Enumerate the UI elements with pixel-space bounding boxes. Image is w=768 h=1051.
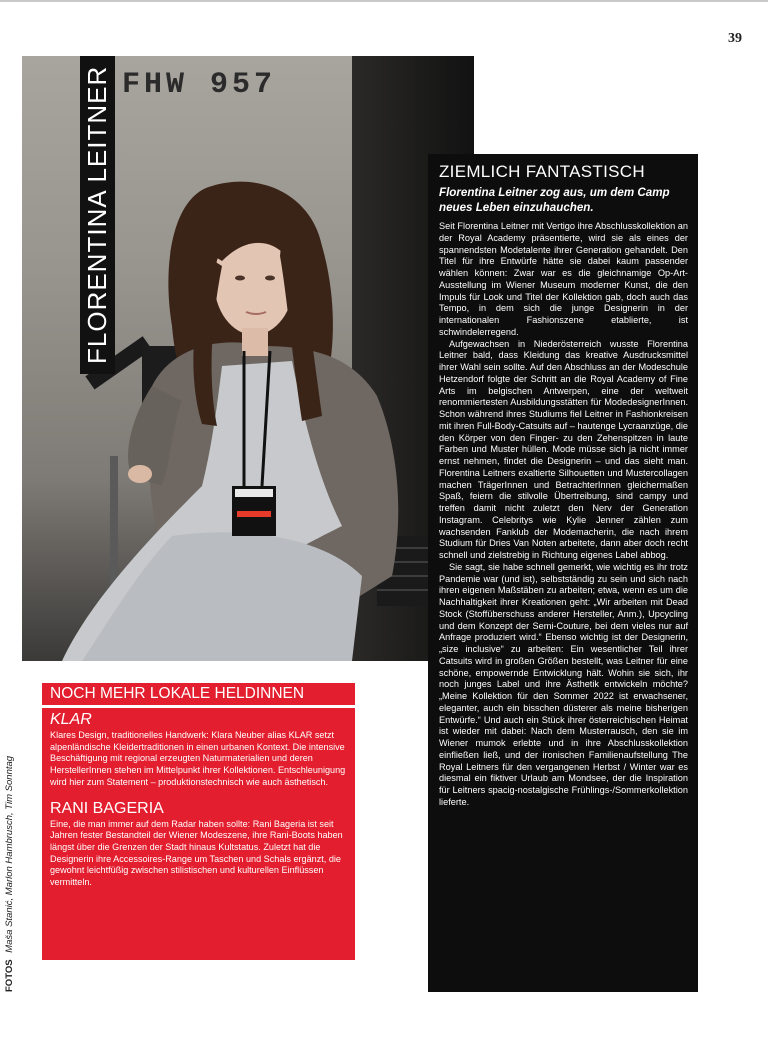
article-paragraph-2: Aufgewachsen in Niederösterreich wusste Florentina Leitner bald, dass Kleidung das kreative Ausdrucksmittel ihrer Wahl sein sollte. Auf den Abschluss an der Modeschule Hetzendorf folgte der Schritt an die Royal Academy of Fine Arts im belgischen Antwerpen, eine der weltweit renommiertesten Ausbildungsstätten für ModedesignerInnen. Schon während ihres Studiums fiel Leitner in Fashionkreisen mit ihren Full-Body-Catsuits auf – hautenge Lycraanzüge, die den Körper von den Finger- zu den Zehenspitzen in laute Farben und Muster hüllen. Mode müsse sich ja nicht immer ernst nehmen, findet die Designerin – und das sieht man. Florentina Leitners exaltierte Silhouetten und Mustercollagen machen TrägerInnen und BetrachterInnen gleichermaßen Spaß, feiern die stilvolle Übertreibung, sind campy und treffen damit nicht zuletzt den Nerv der Generation Instagram. Celebritys wie Kylie Jenner zählen zum wachsenden Fanklub der Modemacherin, die nach ihrem Studium für Dries Van Noten arbeitete, dann aber doch recht schnell und zielstrebig in Richtung eigenes Label abbog.	[439, 338, 688, 560]
top-rule	[0, 0, 768, 2]
article-paragraph-1: Seit Florentina Leitner mit Vertigo ihre Abschlusskollektion an der Royal Academy präsentierte, wird sie als eines der spannendsten Modetalente ihrer Generation gehandelt. Den Titel für ihre Entwürfe hätte sie dabei kaum passender wählen können: Zwar war es die gleichnamige Op-Art-Ausstellung im Wiener Museum moderner Kunst, die den Impuls für Look und Titel der Kollektion gab, doch auch das Tempo, in dem sich die junge Designerin in der internationalen Fashionszene etablierte, ist schwindelerregend.	[439, 221, 688, 337]
photo-credits	[4, 756, 15, 992]
portrait-photo	[22, 56, 474, 661]
sidebar-body	[42, 708, 355, 960]
sidebar-box	[42, 683, 355, 961]
name-label: FLORENTINA LEITNER	[80, 56, 115, 374]
credits-names: Maša Stanić, Marlon Hambrusch, Tim Sonntag	[4, 755, 15, 953]
credits-label: FOTOS	[4, 959, 15, 992]
sidebar-header: NOCH MEHR LOKALE HELDINNEN	[42, 683, 355, 705]
article-column	[428, 154, 698, 992]
page-number: 39	[728, 31, 742, 46]
sidebar-item-text-rani: Eine, die man immer auf dem Radar haben sollte: Rani Bageria ist seit Jahren fester Bestandteil der Wiener Modeszene, ihre Rani-Boots haben längst über die Grenzen der Stadt hinaus Kultstatus. Zuletzt hat die Designerin ihre Accessoires-Range um Taschen und Schals ergänzt, die gewohnt leichtfüßig zwischen stilistischen und kulturellen Einflüssen vermitteln.	[50, 818, 343, 888]
article-paragraph-3: Sie sagt, sie habe schnell gemerkt, wie wichtig es ihr trotz Pandemie war (und ist), selbstständig zu sein und sich nach ihren eigenen Maßstäben zu arbeiten; etwa, wenn es um die Nachhaltigkeit ihrer Kreationen geht: „Wir arbeiten mit Dead Stock (Stoffüberschuss anderer Hersteller, Anm.), Upcycling und dem Konzept der Semi-Couture, bei dem vieles nur auf Anfrage produziert wird.“ Ebenso wichtig ist der Designerin, „size inclusive“ zu arbeiten: Ein wesentlicher Teil ihrer Catsuits wird in großen Größen bestellt, was Leitner für eine schöne, empowernde Entwicklung hält. Wohin sie sich, ihr noch junges Label und ihre Ästhetik entwickeln möchte? „Meine Kollektion für den Sommer 2022 ist erwachsener, eleganter, auch ein bisschen düsterer als meine bisherigen Entwürfe.“ Und auch ein Stück ihrer österreichischen Heimat ist wieder mit dabei: Nach dem Musterrausch, den sie im Wiener mumok erlebte und in ihre Abschlusskollektion einfließen ließ, und der ironischen Familienaufstellung The Royal Leitners für den vergangenen Herbst / Winter war es diesmal ein fiktiver Urlaub am Mondsee, der die Inspiration für Leitners spacig-nostalgische Frühlings-/Sommerkollektion lieferte.	[439, 561, 688, 807]
sidebar-item-text-klar: Klares Design, traditionelles Handwerk: Klara Neuber alias KLAR setzt alpenländische Kleidertraditionen in einen urbanen Kontext. Die intensive Beschäftigung mit regional erzeugten Naturmaterialien und deren HerstellerInnen stehen im Mittelpunkt ihrer Kollektionen. Entschleunigung wird hier zum Statement – produktionstechnisch wie auch ästhetisch.	[50, 730, 346, 787]
sidebar-item-title-rani: RANI BAGERIA	[50, 799, 164, 817]
wall-sign: FHW 957	[122, 68, 277, 102]
article-title: ZIEMLICH FANTASTISCH	[439, 162, 645, 181]
sidebar-item-title-klar: KLAR	[50, 711, 92, 728]
article-lead: Florentina Leitner zog aus, um dem Camp neues Leben einzuhauchen.	[439, 186, 670, 214]
